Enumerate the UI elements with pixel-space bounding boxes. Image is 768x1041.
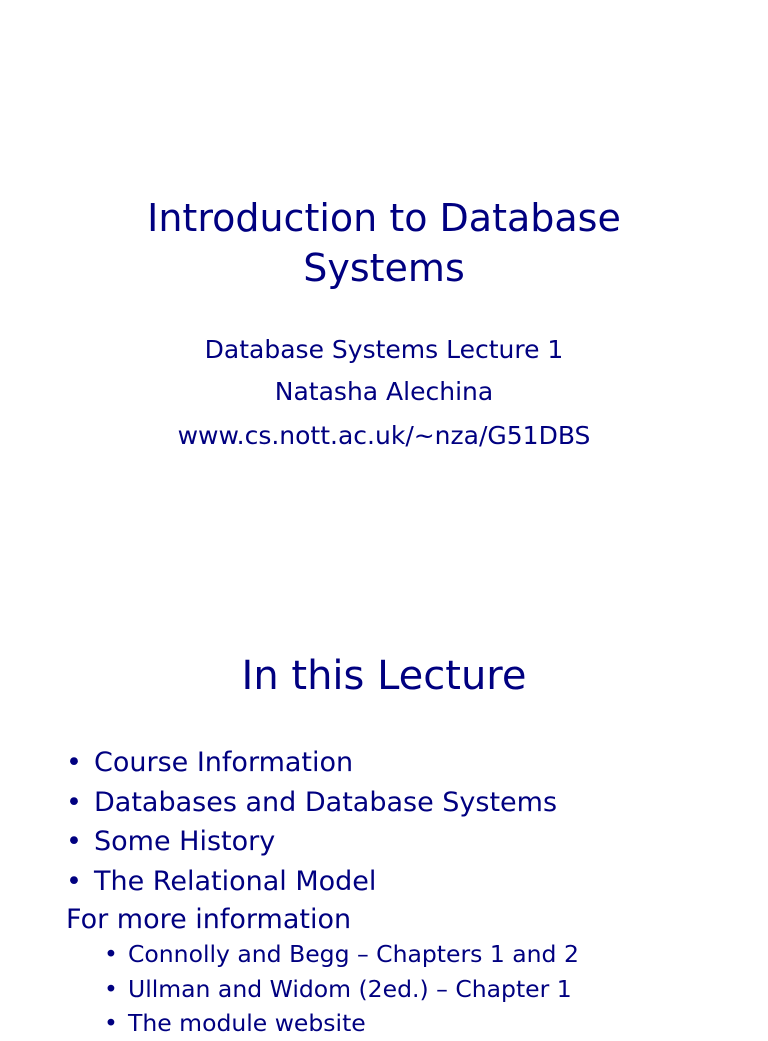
list-item-text: Databases and Database Systems — [94, 786, 558, 818]
slide-title: In this Lecture — [241, 653, 527, 699]
bullet-icon: • — [66, 826, 82, 857]
list-item — [66, 862, 557, 902]
list-item-text: Connolly and Begg – Chapters 1 and 2 — [128, 940, 579, 968]
list-item — [66, 822, 557, 862]
bullet-icon: • — [104, 1009, 118, 1037]
author-name: Natasha Alechina — [274, 377, 494, 406]
bullet-list — [66, 743, 557, 901]
bullet-icon: • — [66, 865, 82, 897]
title-line-2: Systems — [303, 246, 465, 290]
list-item-text: Some History — [94, 826, 276, 857]
course-url: www.cs.nott.ac.uk/~nza/G51DBS — [177, 421, 591, 450]
list-item — [66, 783, 557, 823]
list-item-text: The Relational Model — [94, 865, 377, 897]
bullet-icon: • — [104, 974, 118, 1003]
title-line-1: Introduction to Database — [147, 196, 621, 240]
list-item — [104, 937, 579, 972]
slide-title — [0, 193, 768, 293]
bullet-icon: • — [66, 747, 82, 778]
list-item-text: Course Information — [94, 747, 354, 778]
list-item — [104, 972, 579, 1007]
more-info-heading: For more information — [66, 904, 352, 935]
bullet-icon: • — [66, 786, 82, 818]
lecture-subtitle: Database Systems Lecture 1 — [204, 335, 564, 364]
list-item — [104, 1006, 579, 1041]
list-item — [66, 743, 557, 783]
bullet-icon: • — [104, 940, 118, 968]
list-item-text: The module website — [128, 1009, 366, 1037]
list-item-text: Ullman and Widom (2ed.) – Chapter 1 — [128, 974, 572, 1003]
sub-bullet-list — [104, 937, 579, 1041]
